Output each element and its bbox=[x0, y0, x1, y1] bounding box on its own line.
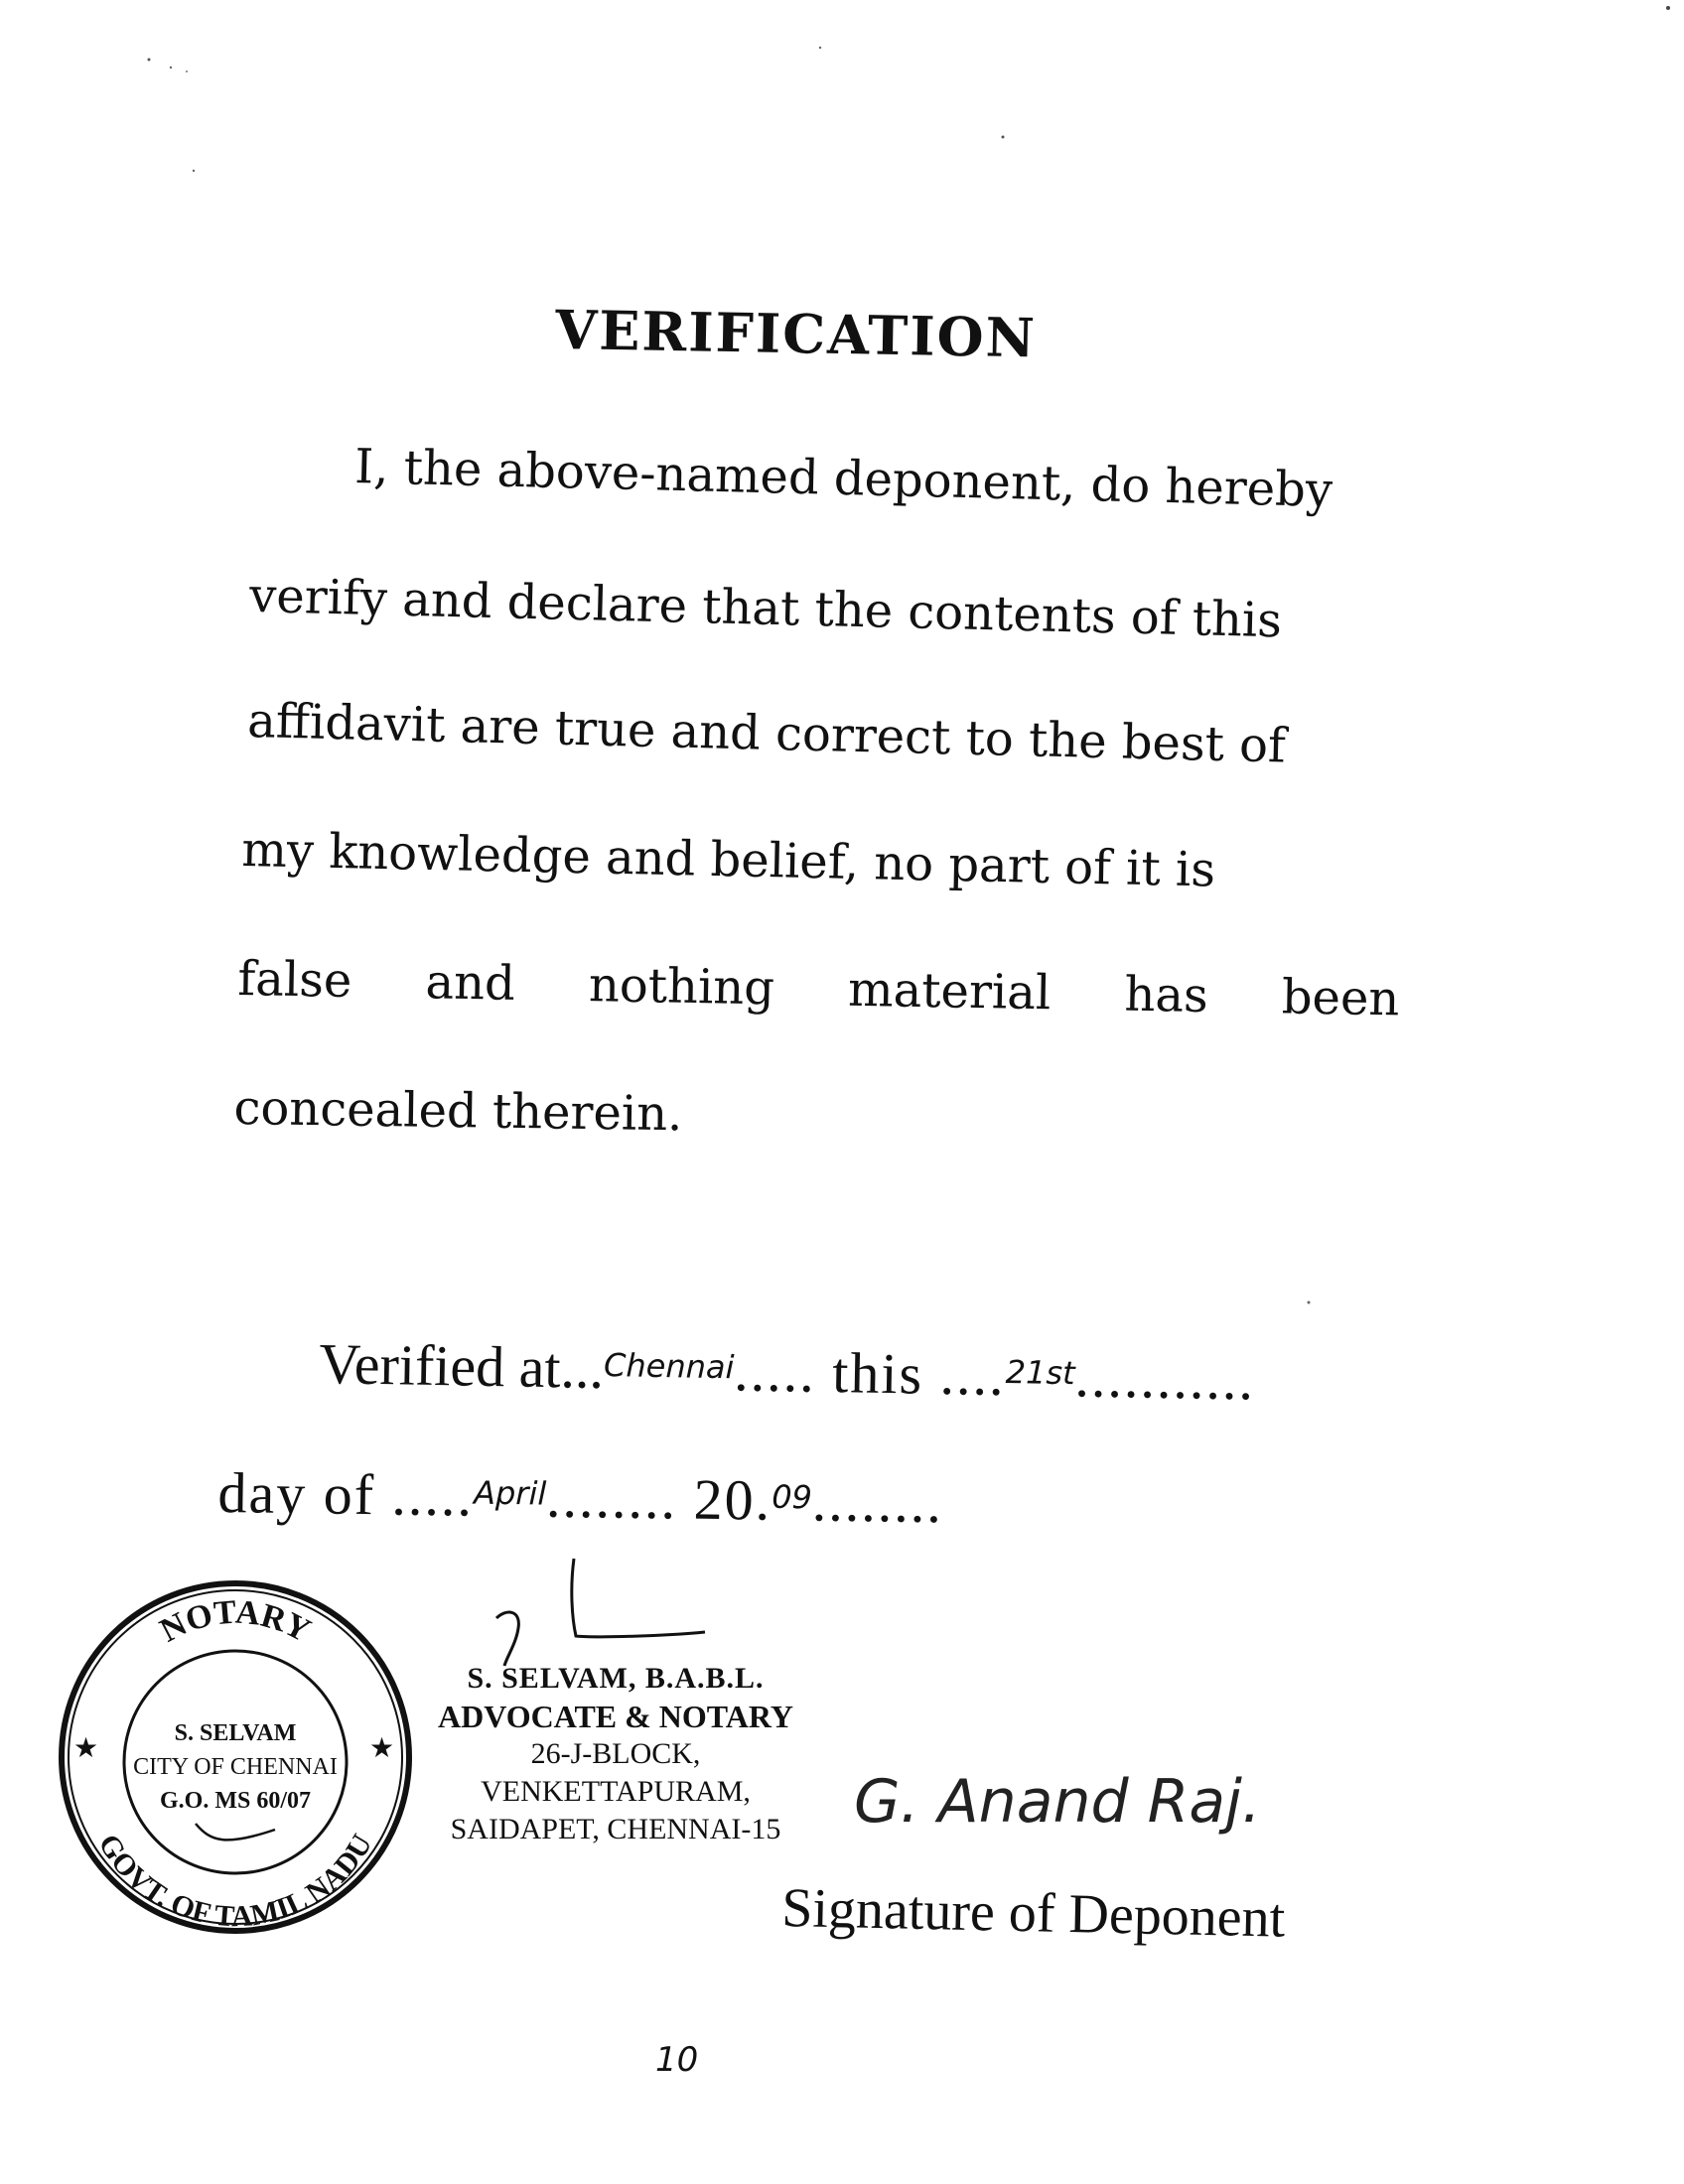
day-of-label: day of ..... bbox=[217, 1459, 475, 1529]
word: false bbox=[237, 951, 352, 1009]
day-of-dots: ........ bbox=[811, 1468, 944, 1536]
notary-name: S. SELVAM, B.A.B.L. bbox=[467, 1662, 765, 1695]
signature-of-deponent-label: Signature of Deponent bbox=[780, 1876, 1286, 1950]
deponent-signature-text: G. Anand Raj. bbox=[854, 1767, 1261, 1837]
svg-text:NOTARY bbox=[154, 1593, 316, 1649]
word: nothing bbox=[588, 957, 775, 1017]
notary-address-stamp bbox=[417, 1660, 814, 1848]
day-handwritten: 21st bbox=[1005, 1353, 1075, 1393]
paragraph-line-3: affidavit are true and correct to the best of bbox=[246, 693, 1287, 774]
place-handwritten: Chennai bbox=[603, 1346, 735, 1387]
verified-dots: ........... bbox=[1074, 1344, 1256, 1413]
verified-this-label: ..... this .... bbox=[733, 1338, 1007, 1409]
notary-address-2: VENKETTAPURAM, bbox=[481, 1775, 751, 1808]
notary-seal bbox=[52, 1573, 419, 1941]
deponent-signature bbox=[834, 1732, 1331, 1871]
notary-title: ADVOCATE & NOTARY bbox=[438, 1699, 793, 1734]
verified-at-label: Verified at... bbox=[318, 1330, 605, 1401]
paragraph-line-4: my knowledge and belief, no part of it is bbox=[240, 822, 1216, 898]
word: material bbox=[847, 961, 1052, 1022]
notary-signature bbox=[467, 1549, 784, 1668]
word: has bbox=[1123, 966, 1209, 1024]
word: and bbox=[425, 954, 516, 1012]
notary-address-1: 26-J-BLOCK, bbox=[530, 1737, 701, 1770]
month-handwritten: April bbox=[473, 1473, 547, 1513]
seal-bottom-text: GOVT. OF TAMIL NADU bbox=[91, 1829, 379, 1934]
year-handwritten: 09 bbox=[771, 1477, 813, 1517]
seal-star-right: ★ bbox=[369, 1731, 395, 1764]
seal-star-left: ★ bbox=[73, 1731, 99, 1764]
seal-inner-line-1: S. SELVAM bbox=[174, 1720, 297, 1746]
seal-inner-line-3: G.O. MS 60/07 bbox=[159, 1788, 312, 1814]
word: been bbox=[1281, 969, 1400, 1027]
paragraph-line-2: verify and declare that the contents of this bbox=[248, 568, 1283, 649]
seal-top-text: NOTARY bbox=[154, 1593, 317, 1650]
svg-text:GOVT. OF TAMIL NADU bbox=[92, 1829, 379, 1933]
year-label: ........ 20. bbox=[545, 1464, 772, 1533]
document-title: VERIFICATION bbox=[554, 298, 1038, 370]
paragraph-line-1: I, the above-named deponent, do hereby bbox=[353, 439, 1333, 519]
notary-address-3: SAIDAPET, CHENNAI-15 bbox=[450, 1813, 781, 1845]
day-of-line bbox=[217, 1459, 943, 1536]
seal-inner-line-2: CITY OF CHENNAI bbox=[133, 1754, 338, 1780]
page-number: 10 bbox=[655, 2040, 699, 2080]
paragraph-line-6: concealed therein. bbox=[233, 1080, 683, 1143]
